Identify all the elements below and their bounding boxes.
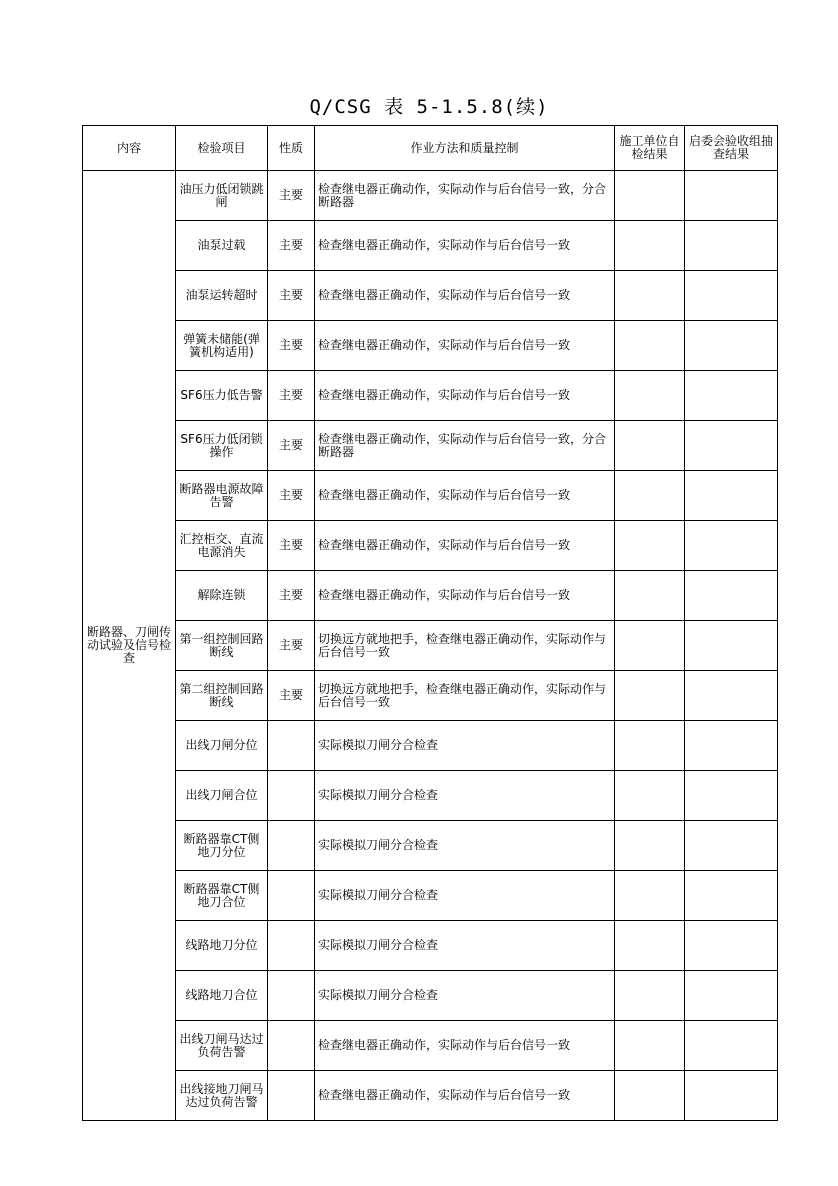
committee-check-cell[interactable] <box>685 771 778 821</box>
item-cell: SF6压力低告警 <box>176 371 268 421</box>
committee-check-cell[interactable] <box>685 421 778 471</box>
method-cell: 检查继电器正确动作，实际动作与后台信号一致 <box>315 1021 615 1071</box>
nature-cell <box>268 871 315 921</box>
header-row <box>83 126 778 171</box>
nature-cell: 主要 <box>268 571 315 621</box>
header-method: 作业方法和质量控制 <box>315 126 615 171</box>
committee-check-cell[interactable] <box>685 471 778 521</box>
method-cell: 实际模拟刀闸分合检查 <box>315 721 615 771</box>
table-row <box>83 721 778 771</box>
committee-check-cell[interactable] <box>685 571 778 621</box>
nature-cell: 主要 <box>268 421 315 471</box>
method-cell: 检查继电器正确动作，实际动作与后台信号一致 <box>315 221 615 271</box>
table-row <box>83 771 778 821</box>
self-check-cell[interactable] <box>615 871 685 921</box>
item-cell: 出线刀闸马达过负荷告警 <box>176 1021 268 1071</box>
self-check-cell[interactable] <box>615 321 685 371</box>
nature-cell: 主要 <box>268 321 315 371</box>
self-check-cell[interactable] <box>615 921 685 971</box>
committee-check-cell[interactable] <box>685 621 778 671</box>
committee-check-cell[interactable] <box>685 371 778 421</box>
item-cell: 断路器靠CT侧地刀合位 <box>176 871 268 921</box>
method-cell: 检查继电器正确动作，实际动作与后台信号一致 <box>315 321 615 371</box>
self-check-cell[interactable] <box>615 621 685 671</box>
item-cell: SF6压力低闭锁操作 <box>176 421 268 471</box>
item-cell: 第一组控制回路断线 <box>176 621 268 671</box>
self-check-cell[interactable] <box>615 721 685 771</box>
table-row <box>83 1071 778 1121</box>
table-row <box>83 971 778 1021</box>
committee-check-cell[interactable] <box>685 321 778 371</box>
table-row <box>83 321 778 371</box>
self-check-cell[interactable] <box>615 171 685 221</box>
committee-check-cell[interactable] <box>685 671 778 721</box>
method-cell: 检查继电器正确动作，实际动作与后台信号一致 <box>315 371 615 421</box>
nature-cell <box>268 971 315 1021</box>
self-check-cell[interactable] <box>615 671 685 721</box>
table-row <box>83 221 778 271</box>
nature-cell <box>268 721 315 771</box>
nature-cell: 主要 <box>268 521 315 571</box>
item-cell: 出线刀闸分位 <box>176 721 268 771</box>
page-title: Q/CSG 表 5-1.5.8(续) <box>309 96 549 118</box>
committee-check-cell[interactable] <box>685 271 778 321</box>
item-cell: 断路器电源故障告警 <box>176 471 268 521</box>
self-check-cell[interactable] <box>615 571 685 621</box>
table-row <box>83 1021 778 1071</box>
nature-cell: 主要 <box>268 171 315 221</box>
item-cell: 油泵过载 <box>176 221 268 271</box>
nature-cell: 主要 <box>268 671 315 721</box>
nature-cell: 主要 <box>268 371 315 421</box>
table-row <box>83 671 778 721</box>
header-content: 内容 <box>83 126 176 171</box>
self-check-cell[interactable] <box>615 771 685 821</box>
item-cell: 线路地刀合位 <box>176 971 268 1021</box>
table-row <box>83 371 778 421</box>
method-cell: 检查继电器正确动作，实际动作与后台信号一致 <box>315 271 615 321</box>
self-check-cell[interactable] <box>615 821 685 871</box>
item-cell: 断路器靠CT侧地刀分位 <box>176 821 268 871</box>
nature-cell <box>268 821 315 871</box>
table-row <box>83 171 778 221</box>
inspection-table <box>82 125 778 1121</box>
item-cell: 出线刀闸合位 <box>176 771 268 821</box>
method-cell: 检查继电器正确动作，实际动作与后台信号一致 <box>315 1071 615 1121</box>
item-cell: 油压力低闭锁跳闸 <box>176 171 268 221</box>
table-row <box>83 821 778 871</box>
method-cell: 检查继电器正确动作，实际动作与后台信号一致，分合断路器 <box>315 421 615 471</box>
method-cell: 检查继电器正确动作，实际动作与后台信号一致 <box>315 471 615 521</box>
nature-cell: 主要 <box>268 221 315 271</box>
nature-cell: 主要 <box>268 621 315 671</box>
method-cell: 检查继电器正确动作，实际动作与后台信号一致，分合断路器 <box>315 171 615 221</box>
committee-check-cell[interactable] <box>685 721 778 771</box>
header-self-check: 施工单位自检结果 <box>615 126 685 171</box>
method-cell: 实际模拟刀闸分合检查 <box>315 821 615 871</box>
table-row <box>83 871 778 921</box>
committee-check-cell[interactable] <box>685 921 778 971</box>
table-row <box>83 571 778 621</box>
self-check-cell[interactable] <box>615 971 685 1021</box>
method-cell: 实际模拟刀闸分合检查 <box>315 771 615 821</box>
item-cell: 弹簧未储能(弹簧机构适用) <box>176 321 268 371</box>
group-label-cell: 断路器、刀闸传动试验及信号检查 <box>83 171 176 1121</box>
item-cell: 第二组控制回路断线 <box>176 671 268 721</box>
method-cell: 检查继电器正确动作，实际动作与后台信号一致 <box>315 521 615 571</box>
self-check-cell[interactable] <box>615 1021 685 1071</box>
self-check-cell[interactable] <box>615 521 685 571</box>
header-committee-check: 启委会验收组抽查结果 <box>685 126 778 171</box>
table-row <box>83 621 778 671</box>
committee-check-cell[interactable] <box>685 221 778 271</box>
method-cell: 检查继电器正确动作，实际动作与后台信号一致 <box>315 571 615 621</box>
item-cell: 解除连锁 <box>176 571 268 621</box>
nature-cell: 主要 <box>268 271 315 321</box>
header-item: 检验项目 <box>176 126 268 171</box>
nature-cell: 主要 <box>268 471 315 521</box>
method-cell: 切换远方就地把手，检查继电器正确动作，实际动作与后台信号一致 <box>315 671 615 721</box>
method-cell: 实际模拟刀闸分合检查 <box>315 971 615 1021</box>
committee-check-cell[interactable] <box>685 1021 778 1071</box>
committee-check-cell[interactable] <box>685 821 778 871</box>
nature-cell <box>268 771 315 821</box>
method-cell: 实际模拟刀闸分合检查 <box>315 921 615 971</box>
self-check-cell[interactable] <box>615 1071 685 1121</box>
table-row <box>83 921 778 971</box>
table-row <box>83 471 778 521</box>
self-check-cell[interactable] <box>615 221 685 271</box>
item-cell: 出线接地刀闸马达过负荷告警 <box>176 1071 268 1121</box>
committee-check-cell[interactable] <box>685 521 778 571</box>
committee-check-cell[interactable] <box>685 971 778 1021</box>
nature-cell <box>268 1071 315 1121</box>
nature-cell <box>268 921 315 971</box>
nature-cell <box>268 1021 315 1071</box>
committee-check-cell[interactable] <box>685 871 778 921</box>
committee-check-cell[interactable] <box>685 1071 778 1121</box>
self-check-cell[interactable] <box>615 471 685 521</box>
method-cell: 实际模拟刀闸分合检查 <box>315 871 615 921</box>
table-row <box>83 521 778 571</box>
self-check-cell[interactable] <box>615 421 685 471</box>
committee-check-cell[interactable] <box>685 171 778 221</box>
table-row <box>83 271 778 321</box>
self-check-cell[interactable] <box>615 271 685 321</box>
item-cell: 油泵运转超时 <box>176 271 268 321</box>
item-cell: 汇控柜交、直流电源消失 <box>176 521 268 571</box>
table-row <box>83 421 778 471</box>
header-nature: 性质 <box>268 126 315 171</box>
method-cell: 切换远方就地把手，检查继电器正确动作，实际动作与后台信号一致 <box>315 621 615 671</box>
item-cell: 线路地刀分位 <box>176 921 268 971</box>
self-check-cell[interactable] <box>615 371 685 421</box>
